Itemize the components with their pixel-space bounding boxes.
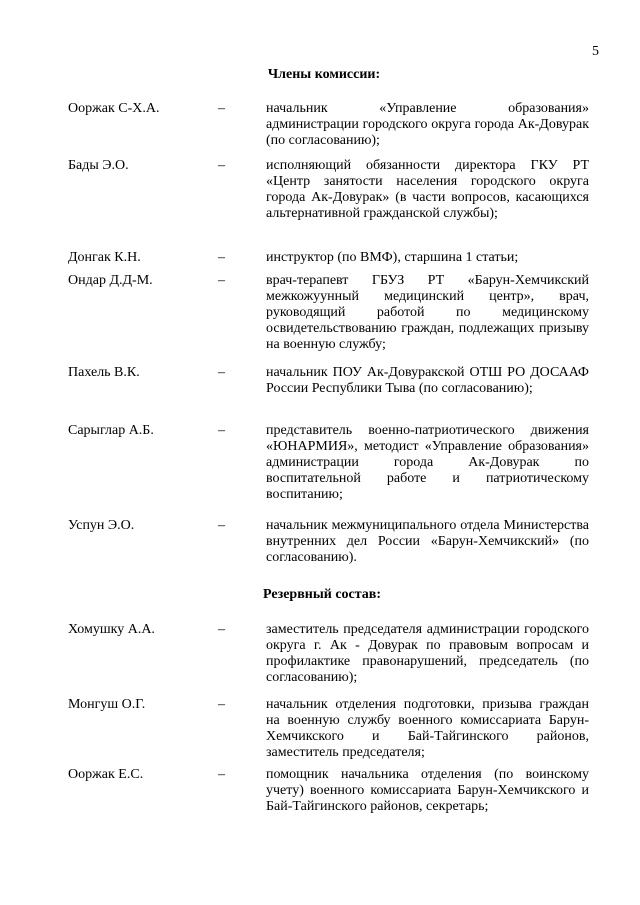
member-dash: – [218,423,225,438]
member-dash: – [218,518,225,533]
member-description: представитель военно-патриотического движения «ЮНАРМИЯ», методист «Управление образования» администрации города Ак-Довурак по воспитательной работе и патриотическому воспитанию; [266,423,589,502]
member-description: инструктор (по ВМФ), старшина 1 статьи; [266,250,519,265]
reserve-dash: – [218,697,225,712]
reserve-description: заместитель председателя администрации городского округа г. Ак - Довурак по правовым вопросам и профилактике правонарушений, председатель (по согласованию); [266,622,589,685]
page-number: 5 [592,44,599,59]
member-name: Пахель В.К. [68,365,140,380]
member-dash: – [218,101,225,116]
member-description: врач-терапевт ГБУЗ РТ «Барун-Хемчикский межкожуунный медицинский центр», врач, руководящий работой по медицинскому освидетельствованию граждан, подлежащих призыву на военную службу; [266,273,589,352]
reserve-dash: – [218,622,225,637]
member-dash: – [218,365,225,380]
reserve-description: начальник отделения подготовки, призыва граждан на военную службу военного комиссариата Барун-Хемчикского и Бай-Тайгинского районов, заместитель председателя; [266,697,589,760]
member-name: Донгак К.Н. [68,250,141,265]
reserve-section-title: Резервный состав: [262,587,382,602]
member-description: начальник ПОУ Ак-Довуракской ОТШ РО ДОСААФ России Республики Тыва (по согласованию); [266,365,589,396]
reserve-name: Хомушку А.А. [68,622,155,637]
member-name: Бады Э.О. [68,158,129,173]
member-dash: – [218,273,225,288]
member-description: начальник «Управление образования» администрации городского округа города Ак-Довурак (по согласованию); [266,101,589,148]
reserve-name: Монгуш О.Г. [68,697,146,712]
reserve-dash: – [218,767,225,782]
member-name: Сарыглар А.Б. [68,423,154,438]
member-dash: – [218,250,225,265]
member-name: Ондар Д.Д-М. [68,273,153,288]
reserve-description: помощник начальника отделения (по воинскому учету) военного комиссариата Барун-Хемчикского и Бай-Тайгинского районов, секретарь; [266,767,589,814]
member-description: исполняющий обязанности директора ГКУ РТ «Центр занятости населения городского округа города Ак-Довурак» (в части вопросов, касающихся альтернативной гражданской службы); [266,158,589,221]
member-name: Успун Э.О. [68,518,135,533]
member-name: Ооржак С-Х.А. [68,101,160,116]
members-section-title: Члены комиссии: [267,67,381,82]
member-dash: – [218,158,225,173]
member-description: начальник межмуниципального отдела Министерства внутренних дел России «Барун-Хемчикский» (по согласованию). [266,518,589,565]
reserve-name: Ооржак Е.С. [68,767,144,782]
